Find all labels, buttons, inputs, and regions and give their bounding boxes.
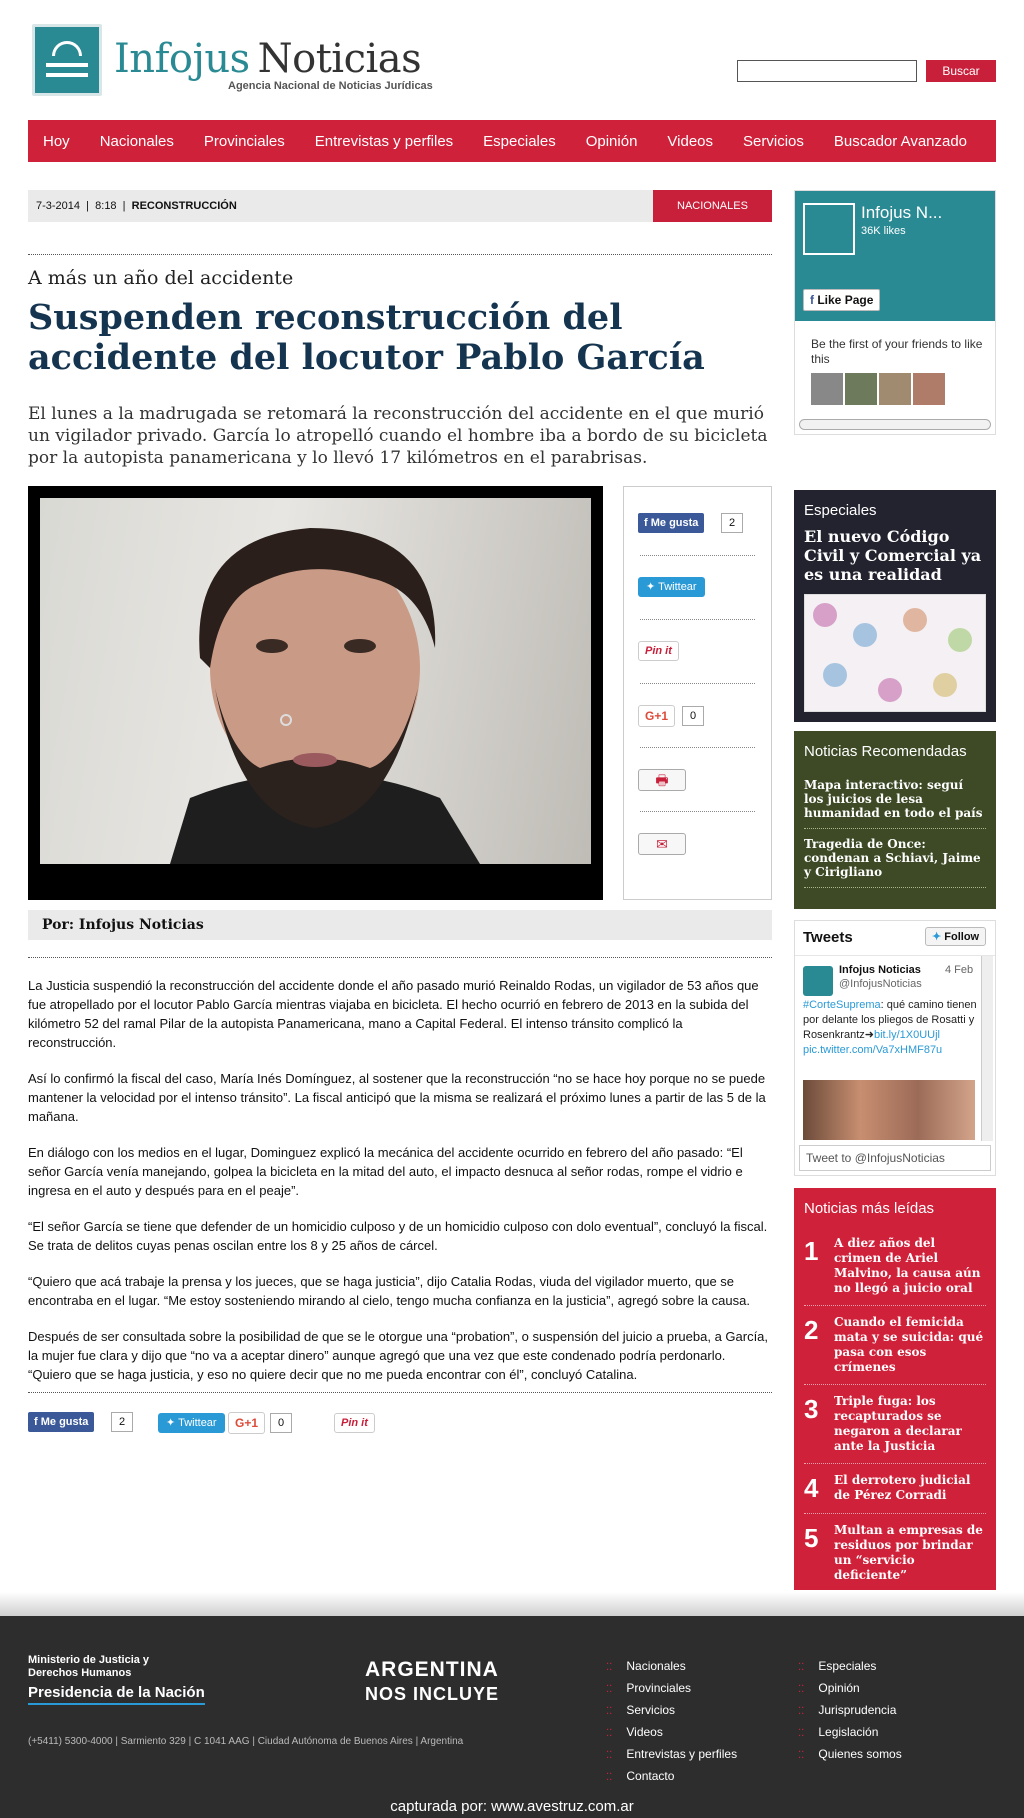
site-logo-icon[interactable] <box>32 24 102 96</box>
facebook-icon: f <box>34 1416 41 1428</box>
avatar[interactable] <box>845 373 877 405</box>
footer-link[interactable]: ⁚⁚ Quienes somos <box>798 1744 902 1766</box>
divider <box>640 555 755 556</box>
especiales-box[interactable] <box>794 490 996 722</box>
nav-provinciales[interactable]: Provinciales <box>203 132 285 150</box>
footer-link[interactable]: ⁚⁚ Legislación <box>798 1722 902 1744</box>
printer-icon: 🖶 <box>655 772 669 788</box>
recomendada-item[interactable]: Tragedia de Once: condenan a Schiavi, Jaime y Cirigliano <box>804 829 986 888</box>
nav-videos[interactable]: Videos <box>667 132 714 150</box>
tweet-timeline[interactable] <box>795 955 995 1141</box>
presidencia-logo-text[interactable]: Presidencia de la Nación <box>28 1684 205 1705</box>
twitter-share-button[interactable] <box>158 1413 225 1433</box>
tweet-image[interactable] <box>803 1080 975 1140</box>
article-paragraph: La Justicia suspendió la reconstrucción del accidente donde el año pasado murió Reinaldo Rodas, un vigilador de 53 años que fue atropellado por el locutor Pablo García mientras viajaba en bicicleta. El hecho ocurrió en febrero de 2013 en la subida del kilómetro 52 del ramal Pilar de la autopista Panamericana, mano a Capital Federal. El intenso tránsito complicó la reconstrucción. <box>28 978 759 1050</box>
facebook-like-label: Me gusta <box>40 1416 89 1428</box>
nav-opinion[interactable]: Opinión <box>585 132 638 150</box>
article-date: 7-3-2014 <box>36 200 81 212</box>
twitter-share-button[interactable] <box>638 577 705 597</box>
facebook-icon: f <box>644 517 651 529</box>
nav-hoy[interactable]: Hoy <box>43 132 70 150</box>
footer-link[interactable]: ⁚⁚ Especiales <box>798 1656 902 1678</box>
tweets-title: Tweets <box>803 929 853 946</box>
tweet-user[interactable]: Infojus Noticias <box>839 964 921 976</box>
footer-address: (+5411) 5300-4000 | Sarmiento 329 | C 1041 AAG | Ciudad Autónoma de Buenos Aires | Argentina <box>28 1736 464 1747</box>
mas-leidas-box <box>794 1188 996 1590</box>
footer-link[interactable]: ⁚⁚ Nacionales <box>606 1656 737 1678</box>
tweet-text <box>803 998 978 1058</box>
facebook-like-count: 2 <box>111 1412 133 1432</box>
footer-links-col2 <box>798 1656 902 1766</box>
facebook-like-count: 2 <box>721 513 743 533</box>
email-button[interactable] <box>638 833 686 855</box>
facebook-like-button[interactable] <box>638 513 704 533</box>
bottom-share-bar <box>28 1412 428 1442</box>
pinterest-button[interactable]: Pin it <box>638 641 679 661</box>
footer-link[interactable]: ⁚⁚ Opinión <box>798 1678 902 1700</box>
footer-link[interactable]: ⁚⁚ Videos <box>606 1722 737 1744</box>
google-plus-count: 0 <box>682 706 704 726</box>
follow-label: Follow <box>944 931 980 943</box>
main-nav <box>28 120 996 162</box>
mas-leida-item[interactable] <box>804 1514 986 1592</box>
recomendadas-title: Noticias Recomendadas <box>804 743 967 760</box>
portrait-image <box>40 498 591 864</box>
like-page-button[interactable] <box>803 289 880 311</box>
print-button[interactable] <box>638 769 686 791</box>
article-byline: Por: Infojus Noticias <box>28 910 772 940</box>
article-paragraph: En diálogo con los medios en el lugar, Dominguez explicó la mecánica del accidente ocurrido en febrero del año pasado: “El señor García venía manejando, golpea la bicicleta en la mitad del auto, el impacto desnuca al señor rodas, rompe el vidrio e ingresa en el auto y después para en el peaje”. <box>28 1145 743 1198</box>
footer-link[interactable]: ⁚⁚ Provinciales <box>606 1678 737 1700</box>
facebook-icon: f <box>810 293 818 307</box>
article-paragraph: “Quiero que acá trabaje la prensa y los jueces, que se haga justicia”, dijo Catalia Rodas, viuda del vigilador muerto, que se encontraba en el lugar. “Me estoy sosteniendo mirando al cielo, tengo mucha confianza en la justicia”, agregó sobre la causa. <box>28 1274 750 1308</box>
google-plus-button[interactable]: G+1 <box>228 1412 265 1434</box>
footer-link[interactable]: ⁚⁚ Entrevistas y perfiles <box>606 1744 737 1766</box>
mas-leida-number: 1 <box>804 1236 819 1266</box>
site-subtitle: Agencia Nacional de Noticias Jurídicas <box>228 80 433 92</box>
facebook-friends-text: Be the first of your friends to like this <box>811 337 983 366</box>
facebook-cover <box>795 191 995 321</box>
article-paragraph: “El señor García se tiene que defender de un homicidio culposo y de un homicidio culposo con dolo eventual”, concluyó la fiscal. Se trata de delitos cuyas penas oscilan entre los 8 y 25 años de cárcel. <box>28 1219 768 1253</box>
nav-entrevistas[interactable]: Entrevistas y perfiles <box>314 132 454 150</box>
nav-buscador[interactable]: Buscador Avanzado <box>833 132 968 150</box>
twitter-bird-icon: ✦ <box>932 931 945 943</box>
twitter-widget <box>794 920 996 1176</box>
mas-leida-number: 3 <box>804 1394 819 1424</box>
vertical-scrollbar[interactable] <box>981 956 993 1141</box>
article-meta: 7-3-2014 | 8:18 | RECONSTRUCCIÓN <box>28 190 653 222</box>
article-photo <box>40 498 591 864</box>
tweet-date[interactable]: 4 Feb <box>945 964 974 976</box>
recomendadas-box <box>794 731 996 909</box>
especiales-illustration[interactable] <box>804 594 986 712</box>
footer-gradient <box>0 1592 1024 1616</box>
follow-button[interactable] <box>925 927 986 946</box>
share-column <box>623 486 772 900</box>
site-title[interactable] <box>114 36 421 82</box>
footer-link[interactable]: ⁚⁚ Servicios <box>606 1700 737 1722</box>
friend-avatars <box>811 373 945 405</box>
page-avatar-icon[interactable] <box>803 203 855 255</box>
divider <box>640 619 755 620</box>
article-lead: El lunes a la madrugada se retomará la reconstrucción del accidente en el que murió un vigilador privado. García lo atropelló cuando el hombre iba a bordo de su bicicleta por la autopista panamericana y lo llevó 17 kilómetros en el parabrisas. <box>28 404 768 468</box>
footer-link[interactable]: ⁚⁚ Jurisprudencia <box>798 1700 902 1722</box>
site-title-part2: Noticias <box>257 36 422 82</box>
search-input[interactable] <box>737 60 917 82</box>
twitter-share-label: Twittear <box>658 581 697 593</box>
article-headline: Suspenden reconstrucción del accidente del locutor Pablo García <box>28 297 705 378</box>
twitter-bird-icon: ✦ <box>646 581 659 593</box>
mas-leida-item[interactable] <box>804 1227 986 1306</box>
google-plus-button[interactable]: G+1 <box>638 705 675 727</box>
recomendada-item[interactable]: Mapa interactivo: seguí los juicios de lesa humanidad en todo el país <box>804 770 986 829</box>
especiales-title: Especiales <box>804 502 877 519</box>
tweet-handle[interactable]: @InfojusNoticias <box>839 978 922 990</box>
article-time: 8:18 <box>95 200 117 212</box>
mas-leida-item[interactable] <box>804 1464 986 1514</box>
divider <box>640 747 755 748</box>
article-body <box>28 976 772 1401</box>
divider <box>640 683 755 684</box>
mas-leida-text: A diez años del crimen de Ariel Malvino, la causa aún no llegó a juicio oral <box>834 1236 981 1295</box>
mas-leida-item[interactable] <box>804 1385 986 1464</box>
article-tag[interactable]: RECONSTRUCCIÓN <box>131 200 237 212</box>
avatar[interactable] <box>913 373 945 405</box>
nav-especiales[interactable]: Especiales <box>483 132 556 150</box>
illustration-image <box>805 595 987 713</box>
footer <box>0 1616 1024 1818</box>
mas-leida-text: Triple fuga: los recapturados se negaron a declarar ante la Justicia <box>834 1394 962 1453</box>
envelope-icon: ✉ <box>656 836 668 852</box>
article-paragraph: Así lo confirmó la fiscal del caso, María Inés Domínguez, al sostener que la reconstrucción “no se hace hoy porque no se puede mantener la velocidad por el intenso tránsito”. La fiscal anticipó que la misma se realizará el próximo lunes a partir de las 5 de la mañana. <box>28 1071 766 1124</box>
twitter-share-label: Twittear <box>178 1417 217 1429</box>
nav-servicios[interactable]: Servicios <box>743 132 804 150</box>
argentina-logo-line2: NOS INCLUYE <box>365 1684 500 1704</box>
mas-leida-item[interactable] <box>804 1306 986 1385</box>
facebook-page-name[interactable]: Infojus N... <box>861 203 943 222</box>
capture-credit: capturada por: www.avestruz.com.ar <box>390 1798 634 1815</box>
google-plus-count: 0 <box>270 1413 292 1433</box>
mas-leida-number: 2 <box>804 1315 819 1345</box>
search-button[interactable]: Buscar <box>926 60 996 82</box>
pinterest-button[interactable]: Pin it <box>334 1413 375 1433</box>
mas-leida-text: Cuando el femicida mata y se suicida: qué pasa con esos crímenes <box>834 1315 984 1374</box>
especiales-headline[interactable]: El nuevo Código Civil y Comercial ya es una realidad <box>804 527 982 584</box>
footer-links-col1 <box>606 1656 737 1788</box>
avatar[interactable] <box>879 373 911 405</box>
article-paragraph: Después de ser consultada sobre la posibilidad de que se le otorgue una “probation”, o suspensión del juicio a prueba, a García, la mujer fue clara y dijo que “no va a aceptar dinero” aunque agregó que una vez que este condenado podría perdonarlo. “Quiero que se haga justicia, y eso no quiere decir que no me pueda encontrar con él”, concluyó Catalina. <box>28 1329 769 1382</box>
divider <box>640 811 755 812</box>
divider <box>28 254 772 255</box>
horizontal-scrollbar[interactable] <box>799 419 991 430</box>
avatar[interactable] <box>803 966 833 996</box>
mas-leida-text: El derrotero judicial de Pérez Corradi <box>834 1473 971 1502</box>
mas-leidas-title: Noticias más leídas <box>804 1200 935 1217</box>
twitter-bird-icon: ✦ <box>166 1417 179 1429</box>
like-page-label: Like Page <box>817 293 874 307</box>
footer-link[interactable]: ⁚⁚ Contacto <box>606 1766 737 1788</box>
tweet-link[interactable]: bit.ly/1X0UUjl <box>873 1029 940 1041</box>
argentina-logo-line1: ARGENTINA <box>365 1658 499 1681</box>
divider <box>28 957 772 958</box>
tweet-compose-input[interactable]: Tweet to @InfojusNoticias <box>799 1145 991 1171</box>
tweet-body: : qué camino tienen por delante los pliegos de Rosatti y Rosenkrantz➜ <box>803 999 977 1041</box>
mas-leida-text: Multan a empresas de residuos por brindar un “servicio deficiente” <box>834 1523 983 1582</box>
nav-nacionales[interactable]: Nacionales <box>99 132 174 150</box>
facebook-like-button[interactable] <box>28 1412 94 1432</box>
site-title-part1: Infojus <box>114 36 250 82</box>
facebook-page-widget <box>794 190 996 435</box>
divider <box>28 1392 772 1393</box>
section-badge[interactable]: NACIONALES <box>653 190 772 222</box>
tweet-link[interactable]: pic.twitter.com/Va7xHMF87u <box>803 1044 943 1056</box>
avatar[interactable] <box>811 373 843 405</box>
ministerio-logo-text[interactable]: Ministerio de Justicia y Derechos Humanos <box>28 1654 150 1679</box>
tweet-hashtag[interactable]: #CorteSuprema <box>803 999 881 1011</box>
facebook-page-likes: 36K likes <box>861 225 906 237</box>
mas-leida-number: 4 <box>804 1473 819 1503</box>
mas-leida-number: 5 <box>804 1523 819 1553</box>
article-kicker: A más un año del accidente <box>28 267 294 289</box>
facebook-like-label: Me gusta <box>650 517 699 529</box>
